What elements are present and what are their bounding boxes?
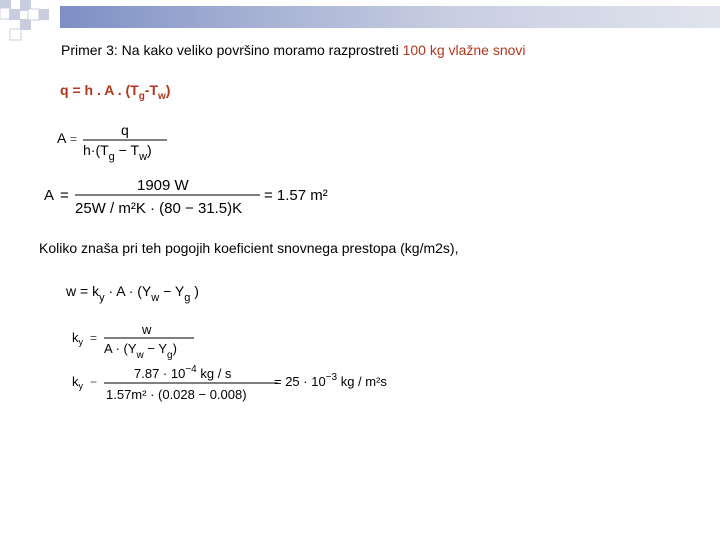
num-part: 7.87 · 10 <box>134 366 186 381</box>
eq-equals: = <box>70 132 78 146</box>
num-part: kg / s <box>196 366 232 381</box>
decor-square <box>28 9 39 20</box>
eq-denominator: 1.57m² · (0.028 − 0.008) <box>106 387 247 402</box>
title-highlight: 100 kg vlažne snovi <box>402 42 526 58</box>
corner-decoration <box>0 0 60 45</box>
eq-equals: = <box>60 187 69 204</box>
decor-square <box>38 9 49 20</box>
den-part: ) <box>147 142 152 158</box>
title-text: : Na kako veliko površino moramo razprostreti <box>113 42 403 58</box>
den-sub: w <box>139 151 148 163</box>
eq-numerator: w <box>142 322 152 337</box>
rhs-part: kg / m²s <box>337 374 387 389</box>
eq-lhs: A <box>44 187 55 204</box>
heat-formula <box>60 82 170 102</box>
eq-lhs: A <box>57 130 67 146</box>
den-sub: g <box>167 350 173 361</box>
eq-sub: y <box>78 337 83 347</box>
decor-square <box>10 29 21 40</box>
title-bold: Primer 3 <box>61 42 114 58</box>
den-part: − T <box>114 142 140 158</box>
formula-part: q = h . A . (T <box>60 82 139 98</box>
eq-sub: y <box>99 292 105 304</box>
eq-part: k <box>72 374 79 389</box>
eq-lhs <box>72 330 84 347</box>
equation-area-value <box>42 172 352 222</box>
num-exp: −4 <box>185 364 197 375</box>
question-text: Koliko znaša pri teh pogojih koeficient snovnega prestopa (kg/m2s), <box>39 240 459 256</box>
eq-part: w = k <box>66 283 100 299</box>
eq-numerator: 1909 W <box>137 177 189 194</box>
formula-sub: g <box>138 90 145 102</box>
eq-line <box>66 283 199 304</box>
formula-sub: w <box>158 90 166 102</box>
equation-area <box>55 120 185 165</box>
eq-sub: y <box>78 381 83 391</box>
eq-sub: g <box>184 292 191 304</box>
equation-ky-value <box>70 362 410 408</box>
eq-sub: w <box>151 292 160 304</box>
eq-denominator <box>104 341 177 361</box>
formula-part: ) <box>165 82 171 98</box>
equation-mass-flow <box>66 280 226 310</box>
eq-part: ) <box>190 283 199 299</box>
eq-numerator <box>134 364 232 381</box>
eq-part: − Y <box>159 283 185 299</box>
eq-numerator: q <box>121 122 129 138</box>
den-sub: g <box>108 151 115 163</box>
eq-denominator: 25W / m²K · (80 − 31.5)K <box>75 200 243 217</box>
den-sub: w <box>136 350 144 361</box>
eq-part: k <box>72 330 79 345</box>
den-part: − Y <box>143 341 168 356</box>
rhs-exp: −3 <box>325 372 338 383</box>
den-part: A · (Y <box>104 341 137 356</box>
eq-equals: = <box>90 331 98 345</box>
eq-result: = 1.57 m² <box>264 187 328 204</box>
top-gradient-bar <box>60 6 720 28</box>
eq-equals: − <box>90 375 98 389</box>
formula-part: -T <box>144 82 159 98</box>
den-part: h·(T <box>83 142 109 158</box>
eq-result <box>274 372 387 389</box>
eq-lhs <box>72 374 84 391</box>
example-title <box>61 42 526 58</box>
decor-square <box>9 9 20 20</box>
den-part: ) <box>172 341 177 356</box>
eq-denominator <box>83 142 152 163</box>
eq-part: · A · (Y <box>104 283 152 299</box>
equation-ky <box>70 322 210 364</box>
rhs-part: = 25 · 10 <box>274 374 326 389</box>
decor-square <box>20 19 31 30</box>
